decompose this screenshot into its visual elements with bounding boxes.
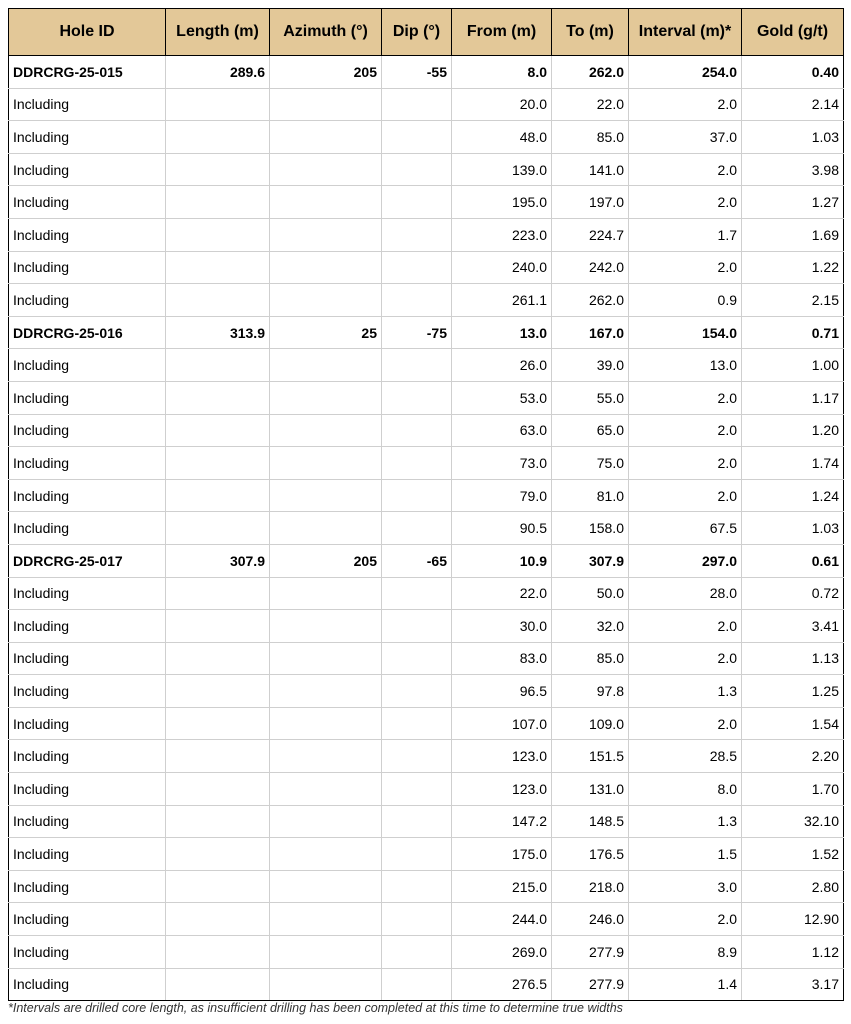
cell-interval: 1.5 [629, 838, 742, 871]
including-row [9, 153, 844, 186]
footnote: *Intervals are drilled core length, as insufficient drilling has been completed at this time to determine true widths [8, 1001, 623, 1015]
cell-from: 276.5 [452, 968, 552, 1001]
cell-dip [382, 642, 452, 675]
cell-azimuth [270, 740, 382, 773]
cell-azimuth [270, 349, 382, 382]
cell-gold: 1.27 [742, 186, 844, 219]
cell-from: 30.0 [452, 610, 552, 643]
cell-azimuth [270, 414, 382, 447]
cell-hole-id: Including [9, 740, 166, 773]
cell-dip [382, 870, 452, 903]
cell-interval: 3.0 [629, 870, 742, 903]
cell-interval: 2.0 [629, 610, 742, 643]
cell-gold: 0.72 [742, 577, 844, 610]
cell-to: 55.0 [552, 381, 629, 414]
cell-azimuth: 205 [270, 544, 382, 577]
cell-length: 313.9 [166, 316, 270, 349]
header-length: Length (m) [166, 9, 270, 56]
cell-from: 240.0 [452, 251, 552, 284]
cell-length [166, 610, 270, 643]
including-row [9, 968, 844, 1001]
including-row [9, 740, 844, 773]
cell-to: 197.0 [552, 186, 629, 219]
cell-dip [382, 381, 452, 414]
cell-azimuth [270, 968, 382, 1001]
cell-azimuth [270, 773, 382, 806]
cell-azimuth [270, 88, 382, 121]
cell-gold: 1.70 [742, 773, 844, 806]
cell-from: 10.9 [452, 544, 552, 577]
cell-to: 151.5 [552, 740, 629, 773]
cell-length [166, 740, 270, 773]
cell-from: 73.0 [452, 447, 552, 480]
cell-interval: 2.0 [629, 447, 742, 480]
including-row [9, 577, 844, 610]
cell-azimuth [270, 577, 382, 610]
cell-dip [382, 968, 452, 1001]
cell-hole-id: Including [9, 414, 166, 447]
cell-azimuth [270, 870, 382, 903]
cell-hole-id: Including [9, 512, 166, 545]
cell-gold: 1.12 [742, 936, 844, 969]
cell-from: 13.0 [452, 316, 552, 349]
cell-dip: -55 [382, 56, 452, 89]
including-row [9, 675, 844, 708]
cell-gold: 1.22 [742, 251, 844, 284]
cell-from: 261.1 [452, 284, 552, 317]
cell-to: 224.7 [552, 218, 629, 251]
cell-to: 141.0 [552, 153, 629, 186]
cell-length: 307.9 [166, 544, 270, 577]
including-row [9, 870, 844, 903]
header-to: To (m) [552, 9, 629, 56]
cell-dip [382, 838, 452, 871]
cell-interval: 2.0 [629, 707, 742, 740]
cell-dip [382, 773, 452, 806]
cell-length [166, 870, 270, 903]
cell-to: 109.0 [552, 707, 629, 740]
cell-length [166, 805, 270, 838]
cell-from: 96.5 [452, 675, 552, 708]
including-row [9, 88, 844, 121]
cell-from: 20.0 [452, 88, 552, 121]
cell-hole-id: Including [9, 153, 166, 186]
cell-azimuth [270, 610, 382, 643]
including-row [9, 447, 844, 480]
including-row [9, 512, 844, 545]
cell-hole-id: Including [9, 903, 166, 936]
cell-gold: 3.41 [742, 610, 844, 643]
cell-to: 32.0 [552, 610, 629, 643]
cell-hole-id: Including [9, 349, 166, 382]
cell-to: 75.0 [552, 447, 629, 480]
cell-gold: 1.13 [742, 642, 844, 675]
cell-length [166, 218, 270, 251]
including-row [9, 838, 844, 871]
cell-dip [382, 512, 452, 545]
cell-dip: -75 [382, 316, 452, 349]
cell-interval: 1.4 [629, 968, 742, 1001]
cell-gold: 1.69 [742, 218, 844, 251]
cell-dip [382, 577, 452, 610]
cell-length [166, 675, 270, 708]
cell-gold: 1.74 [742, 447, 844, 480]
cell-from: 123.0 [452, 773, 552, 806]
cell-hole-id: Including [9, 381, 166, 414]
cell-hole-id: Including [9, 447, 166, 480]
cell-interval: 2.0 [629, 88, 742, 121]
cell-hole-id: DDRCRG-25-015 [9, 56, 166, 89]
cell-dip: -65 [382, 544, 452, 577]
cell-from: 8.0 [452, 56, 552, 89]
cell-gold: 2.14 [742, 88, 844, 121]
cell-from: 83.0 [452, 642, 552, 675]
including-row [9, 251, 844, 284]
cell-azimuth [270, 251, 382, 284]
cell-gold: 2.80 [742, 870, 844, 903]
cell-interval: 67.5 [629, 512, 742, 545]
cell-interval: 28.0 [629, 577, 742, 610]
cell-hole-id: Including [9, 218, 166, 251]
header-hole-id: Hole ID [9, 9, 166, 56]
cell-length: 289.6 [166, 56, 270, 89]
cell-azimuth: 25 [270, 316, 382, 349]
cell-from: 147.2 [452, 805, 552, 838]
cell-interval: 8.0 [629, 773, 742, 806]
header-interval: Interval (m)* [629, 9, 742, 56]
cell-hole-id: Including [9, 479, 166, 512]
cell-interval: 1.3 [629, 675, 742, 708]
cell-interval: 1.7 [629, 218, 742, 251]
including-row [9, 903, 844, 936]
header-gold: Gold (g/t) [742, 9, 844, 56]
cell-dip [382, 218, 452, 251]
cell-azimuth [270, 479, 382, 512]
cell-azimuth [270, 675, 382, 708]
cell-interval: 2.0 [629, 479, 742, 512]
cell-hole-id: DDRCRG-25-017 [9, 544, 166, 577]
cell-from: 223.0 [452, 218, 552, 251]
including-row [9, 218, 844, 251]
cell-dip [382, 936, 452, 969]
cell-length [166, 381, 270, 414]
cell-to: 218.0 [552, 870, 629, 903]
cell-from: 195.0 [452, 186, 552, 219]
including-row [9, 186, 844, 219]
including-row [9, 121, 844, 154]
cell-interval: 297.0 [629, 544, 742, 577]
drill-results-table [8, 8, 844, 1001]
cell-gold: 0.40 [742, 56, 844, 89]
cell-hole-id: Including [9, 186, 166, 219]
cell-interval: 0.9 [629, 284, 742, 317]
cell-dip [382, 349, 452, 382]
cell-dip [382, 88, 452, 121]
including-row [9, 610, 844, 643]
cell-gold: 2.15 [742, 284, 844, 317]
cell-azimuth [270, 284, 382, 317]
cell-gold: 32.10 [742, 805, 844, 838]
cell-gold: 1.17 [742, 381, 844, 414]
cell-to: 176.5 [552, 838, 629, 871]
cell-from: 53.0 [452, 381, 552, 414]
cell-gold: 1.00 [742, 349, 844, 382]
cell-to: 81.0 [552, 479, 629, 512]
cell-length [166, 284, 270, 317]
cell-interval: 2.0 [629, 642, 742, 675]
cell-dip [382, 740, 452, 773]
cell-length [166, 251, 270, 284]
cell-hole-id: Including [9, 936, 166, 969]
cell-azimuth: 205 [270, 56, 382, 89]
cell-from: 79.0 [452, 479, 552, 512]
cell-from: 90.5 [452, 512, 552, 545]
including-row [9, 805, 844, 838]
including-row [9, 773, 844, 806]
cell-dip [382, 903, 452, 936]
cell-interval: 2.0 [629, 186, 742, 219]
cell-hole-id: Including [9, 838, 166, 871]
cell-length [166, 642, 270, 675]
cell-gold: 0.71 [742, 316, 844, 349]
including-row [9, 349, 844, 382]
cell-gold: 1.54 [742, 707, 844, 740]
cell-to: 262.0 [552, 284, 629, 317]
cell-length [166, 968, 270, 1001]
cell-gold: 3.98 [742, 153, 844, 186]
cell-dip [382, 251, 452, 284]
cell-to: 85.0 [552, 642, 629, 675]
cell-dip [382, 153, 452, 186]
cell-from: 63.0 [452, 414, 552, 447]
including-row [9, 284, 844, 317]
cell-gold: 1.03 [742, 512, 844, 545]
cell-dip [382, 675, 452, 708]
header-from: From (m) [452, 9, 552, 56]
cell-to: 50.0 [552, 577, 629, 610]
including-row [9, 479, 844, 512]
cell-gold: 1.24 [742, 479, 844, 512]
cell-interval: 154.0 [629, 316, 742, 349]
cell-azimuth [270, 707, 382, 740]
cell-length [166, 153, 270, 186]
cell-dip [382, 121, 452, 154]
cell-length [166, 936, 270, 969]
cell-from: 123.0 [452, 740, 552, 773]
cell-hole-id: DDRCRG-25-016 [9, 316, 166, 349]
including-row [9, 707, 844, 740]
cell-length [166, 349, 270, 382]
cell-length [166, 414, 270, 447]
cell-azimuth [270, 218, 382, 251]
cell-length [166, 121, 270, 154]
cell-hole-id: Including [9, 707, 166, 740]
cell-interval: 8.9 [629, 936, 742, 969]
cell-hole-id: Including [9, 675, 166, 708]
cell-from: 215.0 [452, 870, 552, 903]
cell-length [166, 186, 270, 219]
cell-interval: 254.0 [629, 56, 742, 89]
cell-gold: 1.20 [742, 414, 844, 447]
cell-interval: 37.0 [629, 121, 742, 154]
cell-dip [382, 186, 452, 219]
hole-summary-row [9, 544, 844, 577]
cell-azimuth [270, 838, 382, 871]
cell-azimuth [270, 447, 382, 480]
cell-to: 277.9 [552, 968, 629, 1001]
cell-hole-id: Including [9, 251, 166, 284]
cell-dip [382, 284, 452, 317]
cell-from: 244.0 [452, 903, 552, 936]
cell-interval: 13.0 [629, 349, 742, 382]
hole-summary-row [9, 56, 844, 89]
cell-length [166, 577, 270, 610]
cell-to: 39.0 [552, 349, 629, 382]
cell-to: 131.0 [552, 773, 629, 806]
cell-interval: 2.0 [629, 903, 742, 936]
cell-from: 48.0 [452, 121, 552, 154]
cell-to: 242.0 [552, 251, 629, 284]
cell-azimuth [270, 936, 382, 969]
cell-to: 307.9 [552, 544, 629, 577]
cell-interval: 28.5 [629, 740, 742, 773]
cell-azimuth [270, 381, 382, 414]
cell-to: 277.9 [552, 936, 629, 969]
cell-interval: 2.0 [629, 153, 742, 186]
cell-length [166, 903, 270, 936]
cell-interval: 2.0 [629, 251, 742, 284]
cell-length [166, 447, 270, 480]
cell-azimuth [270, 186, 382, 219]
cell-from: 26.0 [452, 349, 552, 382]
cell-gold: 12.90 [742, 903, 844, 936]
cell-hole-id: Including [9, 773, 166, 806]
cell-azimuth [270, 121, 382, 154]
cell-gold: 2.20 [742, 740, 844, 773]
cell-from: 269.0 [452, 936, 552, 969]
cell-to: 97.8 [552, 675, 629, 708]
cell-from: 22.0 [452, 577, 552, 610]
cell-hole-id: Including [9, 805, 166, 838]
cell-length [166, 838, 270, 871]
cell-length [166, 512, 270, 545]
cell-azimuth [270, 642, 382, 675]
cell-dip [382, 479, 452, 512]
cell-length [166, 707, 270, 740]
cell-length [166, 773, 270, 806]
cell-interval: 2.0 [629, 414, 742, 447]
cell-to: 262.0 [552, 56, 629, 89]
cell-hole-id: Including [9, 870, 166, 903]
including-row [9, 414, 844, 447]
cell-dip [382, 707, 452, 740]
cell-from: 107.0 [452, 707, 552, 740]
header-dip: Dip (°) [382, 9, 452, 56]
cell-hole-id: Including [9, 577, 166, 610]
cell-azimuth [270, 512, 382, 545]
cell-gold: 1.03 [742, 121, 844, 154]
including-row [9, 936, 844, 969]
cell-length [166, 479, 270, 512]
cell-dip [382, 610, 452, 643]
cell-azimuth [270, 805, 382, 838]
cell-to: 167.0 [552, 316, 629, 349]
cell-hole-id: Including [9, 88, 166, 121]
cell-length [166, 88, 270, 121]
cell-to: 148.5 [552, 805, 629, 838]
table-header-row [9, 9, 844, 56]
cell-interval: 2.0 [629, 381, 742, 414]
cell-gold: 0.61 [742, 544, 844, 577]
cell-gold: 1.52 [742, 838, 844, 871]
cell-dip [382, 805, 452, 838]
cell-to: 65.0 [552, 414, 629, 447]
cell-to: 85.0 [552, 121, 629, 154]
cell-hole-id: Including [9, 610, 166, 643]
cell-hole-id: Including [9, 121, 166, 154]
cell-gold: 3.17 [742, 968, 844, 1001]
cell-hole-id: Including [9, 284, 166, 317]
including-row [9, 381, 844, 414]
cell-to: 158.0 [552, 512, 629, 545]
cell-interval: 1.3 [629, 805, 742, 838]
cell-from: 139.0 [452, 153, 552, 186]
cell-azimuth [270, 153, 382, 186]
cell-to: 246.0 [552, 903, 629, 936]
including-row [9, 642, 844, 675]
cell-azimuth [270, 903, 382, 936]
cell-dip [382, 414, 452, 447]
header-azimuth: Azimuth (°) [270, 9, 382, 56]
hole-summary-row [9, 316, 844, 349]
cell-hole-id: Including [9, 968, 166, 1001]
cell-dip [382, 447, 452, 480]
cell-from: 175.0 [452, 838, 552, 871]
cell-gold: 1.25 [742, 675, 844, 708]
table-body [9, 56, 844, 1001]
cell-to: 22.0 [552, 88, 629, 121]
cell-hole-id: Including [9, 642, 166, 675]
